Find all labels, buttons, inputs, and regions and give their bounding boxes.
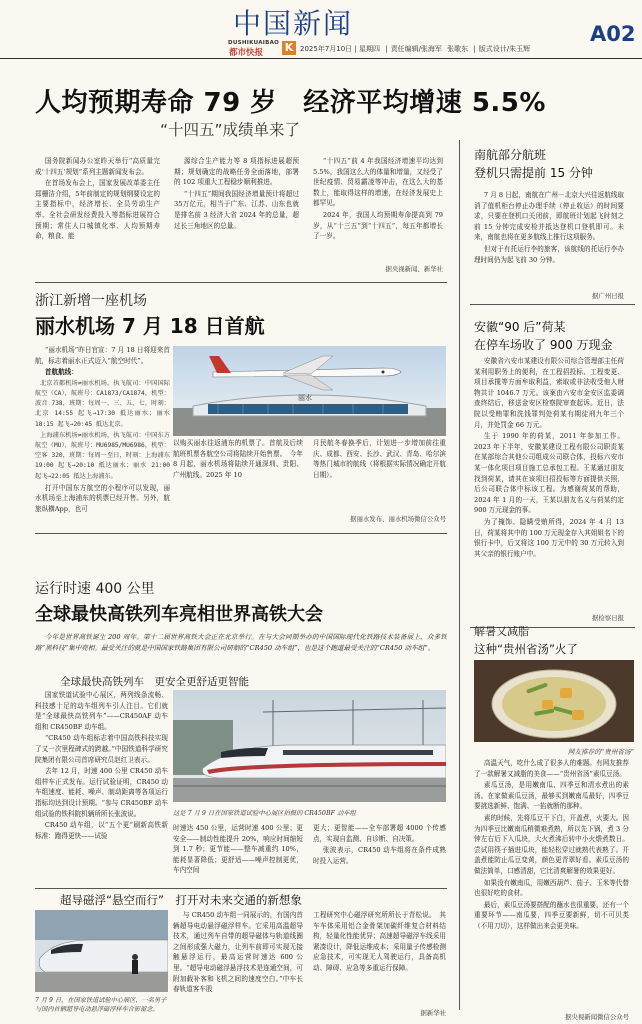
lead-para: 源综合生产能力等 8 项指标进展超预期；规划确定的战略任务全面落地，部署的 102 项重大工程稳步顺利推进。 xyxy=(174,157,299,187)
train-para: 去年 12 月，时速 400 公里 CR450 动车组样车正式发布。运行试验证明，CR450 动车组速度、能耗、噪声、制动距离等各项运行指标均达到设计预期。“参与 CR450BF 动车组试验的铁科院机辆所所长张波说。 xyxy=(35,767,168,818)
lishui-route: 上海浦东机场⇌丽水机场，执飞航司：中国东方航空（MU），航班号：MU6985/MU6986，机型：空客 320，班期：每周一至日，时刻：上海浦东 19:00 起飞→20:10 抵达丽水；丽水 21:00 起飞→22:05 抵达上海浦东。 xyxy=(35,431,170,480)
lishui-airport-photo xyxy=(173,346,446,436)
couple-body xyxy=(474,356,624,614)
soup-para: 高温天气，吃什么成了很多人的难题。有网友推荐了一款解暑又减脂的美食——“贵州省汤”素瓜豆汤。 xyxy=(474,759,629,778)
couple-headline: 安徽“90 后”荷某 在停车场收了 900 万现金 xyxy=(474,320,613,352)
train-left-col xyxy=(35,690,168,888)
lead-col-3 xyxy=(313,156,443,264)
proof-credit: 张歌东 xyxy=(447,45,469,53)
airline-headline: 南航部分航班 登机只需提前 15 分钟 xyxy=(474,148,593,180)
maglev-para: 工程研究中心磁浮研究所所长于青松说。 其车车体采用铝合金骨架加碳纤维复合材料结构，轻量化性能优异；高速超导磁浮车线采用紧凑设计，降低运维成本；采用量子传感检测应急技术，可实现无人驾驶运行，具备高机动、障碍、应急等多重运行保障。 xyxy=(313,911,446,972)
train-right-col xyxy=(313,823,446,888)
soup-bowl-image xyxy=(474,660,634,742)
maglev-train-image xyxy=(35,910,168,992)
train-para: “CR450 动车组标志着中国高铁科技实现了又一次里程碑式的跨越。”中国铁道科学研究院集团有限公司首席研究员赵红卫表示。 xyxy=(35,734,168,764)
lead-para: “十四五”前 4 年我国经济增速平均达到 5.5%，我国这么大的体量和增量，又经受了世纪疫情、贸易霸凌等冲击，在这么大的基数上，能取得这样的增速，在经济发展史上都罕见。 xyxy=(313,157,443,208)
maglev-source: 据新华社 xyxy=(420,1009,446,1017)
masthead-date: 2025年7月10日 | 星期四 | 责任编辑/张海军 张歌东 | 版式设计/朱玉辉 xyxy=(300,45,531,53)
soup-source: 据央视新闻微信公众号 xyxy=(565,1013,629,1021)
train-lead-para: 今年是世界高铁诞生 200 周年。第十二届世界高铁大会正在北京举行。在与大会同期举办的中国国际现代化铁路技术装备展上，众多铁路“黑科技”集中亮相。最受关注的就是中国国家铁路集团有限公司研制的“CR450 动车组”，也是这个跑道最受关注的“CR450 动车组”。 xyxy=(35,633,447,652)
lishui-para: 打开中国东方航空的小程序可以发现，丽水机场至上海浦东的机票已经开售。另外，航旅纵横App，也可 xyxy=(35,483,170,513)
lishui-route: 北京首都机场⇌丽水机场，执飞航司：中国国际航空（CA），航班号：CA1873/CA1874，机型：波音 738，班期：每周一、三、五、七，时刻：北京 14:55 起飞→17:30 抵达丽水；丽水 18:15 起飞→20:45 抵达北京。 xyxy=(35,379,170,428)
lishui-kicker: 浙江新增一座机场 xyxy=(35,293,147,309)
terminal-sign: 丽水 xyxy=(298,394,312,402)
soup-photo xyxy=(474,660,634,742)
soup-para: 素的时候，先将瓜豆干下白，开盖煮，火要大。因为四季豆比嫩南瓜稍微难煮熟，所以先下锅，煮 3 分钟左右后下入瓜块，大火煮沸后转中小火煨煮数日。尝试用筷子插进瓜块，能轻松穿过就熟代表熟了。开盖煮能防止瓜豆变黄，颜色更青翠好看。素瓜豆汤的做法简单，口感清甜，它比清爽解暑的效果更好。 xyxy=(474,813,629,875)
couple-source: 据检察日报 xyxy=(592,614,624,622)
maglev-right-col xyxy=(313,910,446,1006)
lishui-para: 以购买丽水往返浦东的机票了。首航及后续航班机票各航空公司将陆续开始售票。 今年 8 月起，丽水机场将陆续开通深圳、贵阳、广州航线。2025 年 10 xyxy=(173,439,303,479)
train-mid-col xyxy=(173,823,303,888)
editor-credit: 责任编辑/张海军 xyxy=(390,45,442,53)
soup-caption: 网友推荐的“贵州省汤” xyxy=(567,748,634,756)
airline-source: 据广州日报 xyxy=(592,292,624,300)
train-headline: 全球最快高铁列车亮相世界高铁大会 xyxy=(35,604,323,625)
lishui-col-3 xyxy=(313,438,446,510)
cr450-caption: 这是 7 月 9 日在国家铁道试验中心展区拍摄的 CR450BF 动车组 xyxy=(173,810,356,817)
maglev-caption: 7 月 9 日，在国家铁道试验中心展区，一名男子与国内首辆超导电动悬浮磁浮样车合影留念。 xyxy=(35,997,167,1013)
soup-para: 最后，素瓜豆汤要搭配的蘸水也很重要，还有一个重要环节——南瓜要，四季豆要新鲜，切不可贝类（不用刀切），这样做出来会更美味。 xyxy=(474,900,629,930)
lead-para: “十四五”期间我国经济增量预计将超过 35万亿元，相当于广东、江苏、山东也就是排名前 3 经济大省 2024 年的总量，超过长三角地区的总量。 xyxy=(174,189,299,230)
train-para: 时速达 450 公里，运营时速 400 公里；更安全——制动性能提升 20%，响应时间缩短到 1.7 秒；更节能——整车减重约 10%，能耗显著降低；更舒适——噪声控制更优，车内空间 xyxy=(173,824,303,875)
page-number: A02 xyxy=(590,22,636,46)
section-title: 中国新闻 xyxy=(233,7,354,40)
lead-subheadline: “十四五”成绩单来了 xyxy=(160,121,301,139)
issue-date: 2025年7月10日 | 星期四 xyxy=(300,45,380,53)
lead-source: 据央视新闻、新华社 xyxy=(385,265,443,273)
maglev-mid-col xyxy=(173,910,303,1018)
maglev-para: 与 CR450 动车组一同展示的，有国内首辆超导电动悬浮磁浮样车。它采用高温超导技术，通过列车自带的超导磁体与轨道线圈之间形成强大磁力，让列车前即可实现无接触悬浮运行，最高运营时速达 600 公里。“超导电动磁浮悬浮技术是连通空间，可附加载补客和飞机之间的速度空白。”中车长春轨道客车股 xyxy=(173,911,303,994)
couple-para: 为了掩饰、隐瞒受贿所得，2024 年 4 月 13 日，荷某将其中的 100 万元现金存入其姐姐名下的银行卡中，后又将这 100 万元中的 30 万元转入到其父亲的银行账户中。 xyxy=(474,517,624,558)
airline-para: 7 月 8 日起，南航在广州－北京大兴往返航线取消了值机柜台停止办理手续（停止收运）的时间要求，只要在登机口关闭前，即航班计划起飞时刻之前 15 分钟完成安检并抵达登机口登机即可。未来，南航也将在更多航线上推行这项服务。 xyxy=(474,191,624,242)
cr450-photo xyxy=(173,690,446,802)
soup-body xyxy=(474,758,629,1013)
maglev-headline: 超导磁浮“悬空而行” 打开对未来交通的新想象 xyxy=(60,893,302,907)
brand-name: 都市快报 xyxy=(229,48,264,58)
train-para: CR450 动车组，以“五个更”刷新高铁新标准：跑得更快——试验 xyxy=(35,821,168,840)
couple-para: 生于 1990 年的荷某，2011 年参加工作。2023 年下半年，安徽某建设工程有限公司职责某在某部综合其他公司组成公司联合体，投标六安市某一体化项目项目施工总承包工程。王某通过朋友找到荷某，请其在该项目招投标等方面提供关照，后公司联合体中标该工程。为感谢荷某的帮助，2024 年 1 月的一天，王某以朋友名义与荷某约定 900 万元现金的事。 xyxy=(474,432,624,515)
train-kicker: 运行时速 400 公里 xyxy=(35,581,155,597)
lead-para: 在首场发布会上，国家发展改革委主任郑栅洁介绍，5年前制定的规划纲要设定的主要指标中，经济增长、全员劳动生产率、全社会研发经费投入等指标进展符合预期；常住人口城镇化率、人均预期寿命，粮食、能 xyxy=(35,179,160,241)
train-para: 张波表示，CR450 动车组将在条件成熟时投入运营。 xyxy=(313,846,446,865)
lead-para: 国务院新闻办公室昨天举行“高质量完成‘十四五’规划”系列主题新闻发布会。 xyxy=(35,157,160,176)
couple-para: 安徽省六安市某建设有限公司综合管理部主任荷某利用职务上的便利，在工程招投标、工程变更、项目承揽等方面牟取利益，索取或非法收受他人财物共计 1046.7 万元。该案由六安市金安区监委调查终结后，移送金安区检察院审查起诉。近日，法院以受贿罪和洗钱罪判处荷某有期徒刑九年三个月，并处罚金 66 万元。 xyxy=(474,357,624,429)
train-subheadline: 全球最快高铁列车 更安全更舒适更智能 xyxy=(60,676,249,688)
lishui-col-1 xyxy=(35,345,170,550)
maglev-photo xyxy=(35,910,168,992)
person-icon xyxy=(132,954,138,974)
train-para: 国家铁道试验中心展区，两列线条流畅、科技感十足的动车组列车引人注目。它们就是“全球最快高铁列车”——CR450AF 动车组和 CR450BF 动车组。 xyxy=(35,691,168,731)
airport-terminal-image xyxy=(173,346,446,436)
lishui-source: 据丽水发布、丽水机场微信公众号 xyxy=(350,515,446,523)
soup-headline: 这种“贵州省汤”火了 xyxy=(474,642,578,656)
brand-logo-icon: K xyxy=(282,41,296,55)
soup-kicker: 解暑又减脂 xyxy=(474,625,529,638)
soup-para: 素瓜豆汤，是用嫩南瓜、四季豆和清水煮出的素汤。在家做素瓜豆汤，最够买到嫩南瓜最好，四季豆要挑选新鲜、饱满、一掐就断的那种。 xyxy=(474,781,629,811)
brand-pinyin: DUSHIKUAIBAO xyxy=(228,40,280,46)
lishui-para: 首航航线： xyxy=(44,368,78,377)
designer-credit: 版式设计/朱玉辉 xyxy=(478,45,531,53)
lead-col-2 xyxy=(174,156,299,274)
lishui-para: “丽水机场”昨日官宣：7 月 18 日将迎来首航，标志着丽水正式迈入“航空时代”。 xyxy=(35,346,170,365)
lishui-headline: 丽水机场 7 月 18 日首航 xyxy=(35,314,265,338)
cr450-train-image xyxy=(173,690,446,802)
lead-para: 2024 年，我国人均预期寿命提高到 79 岁，从“十三五”到“十四五”，每五年都增长了一岁。 xyxy=(313,210,443,241)
lead-col-1 xyxy=(35,156,160,274)
train-lead xyxy=(35,632,447,664)
airline-body xyxy=(474,190,624,274)
lishui-para: 月民航冬春换季后，计划进一步增加前往重庆、成都、西安、长沙、武汉、青岛、哈尔滨等热门城市的航线（将根据实际情况确定开航日期）。 xyxy=(313,439,446,479)
airline-para: 但对于有托运行李的旅客，该航线的托运行李办理时间仍为起飞前 30 分钟。 xyxy=(474,244,624,264)
soup-para: 如果没有嫩南瓜，用嫩西葫芦、茄子、玉米等代替也很好吃的食材。 xyxy=(474,878,629,898)
train-para: 更大；更智能——全车部署超 4000 个传感点，实现自监测、自诊断、自决策。 xyxy=(313,824,446,843)
lead-headline: 人均预期寿命 79 岁 经济平均增速 5.5% xyxy=(35,88,546,118)
